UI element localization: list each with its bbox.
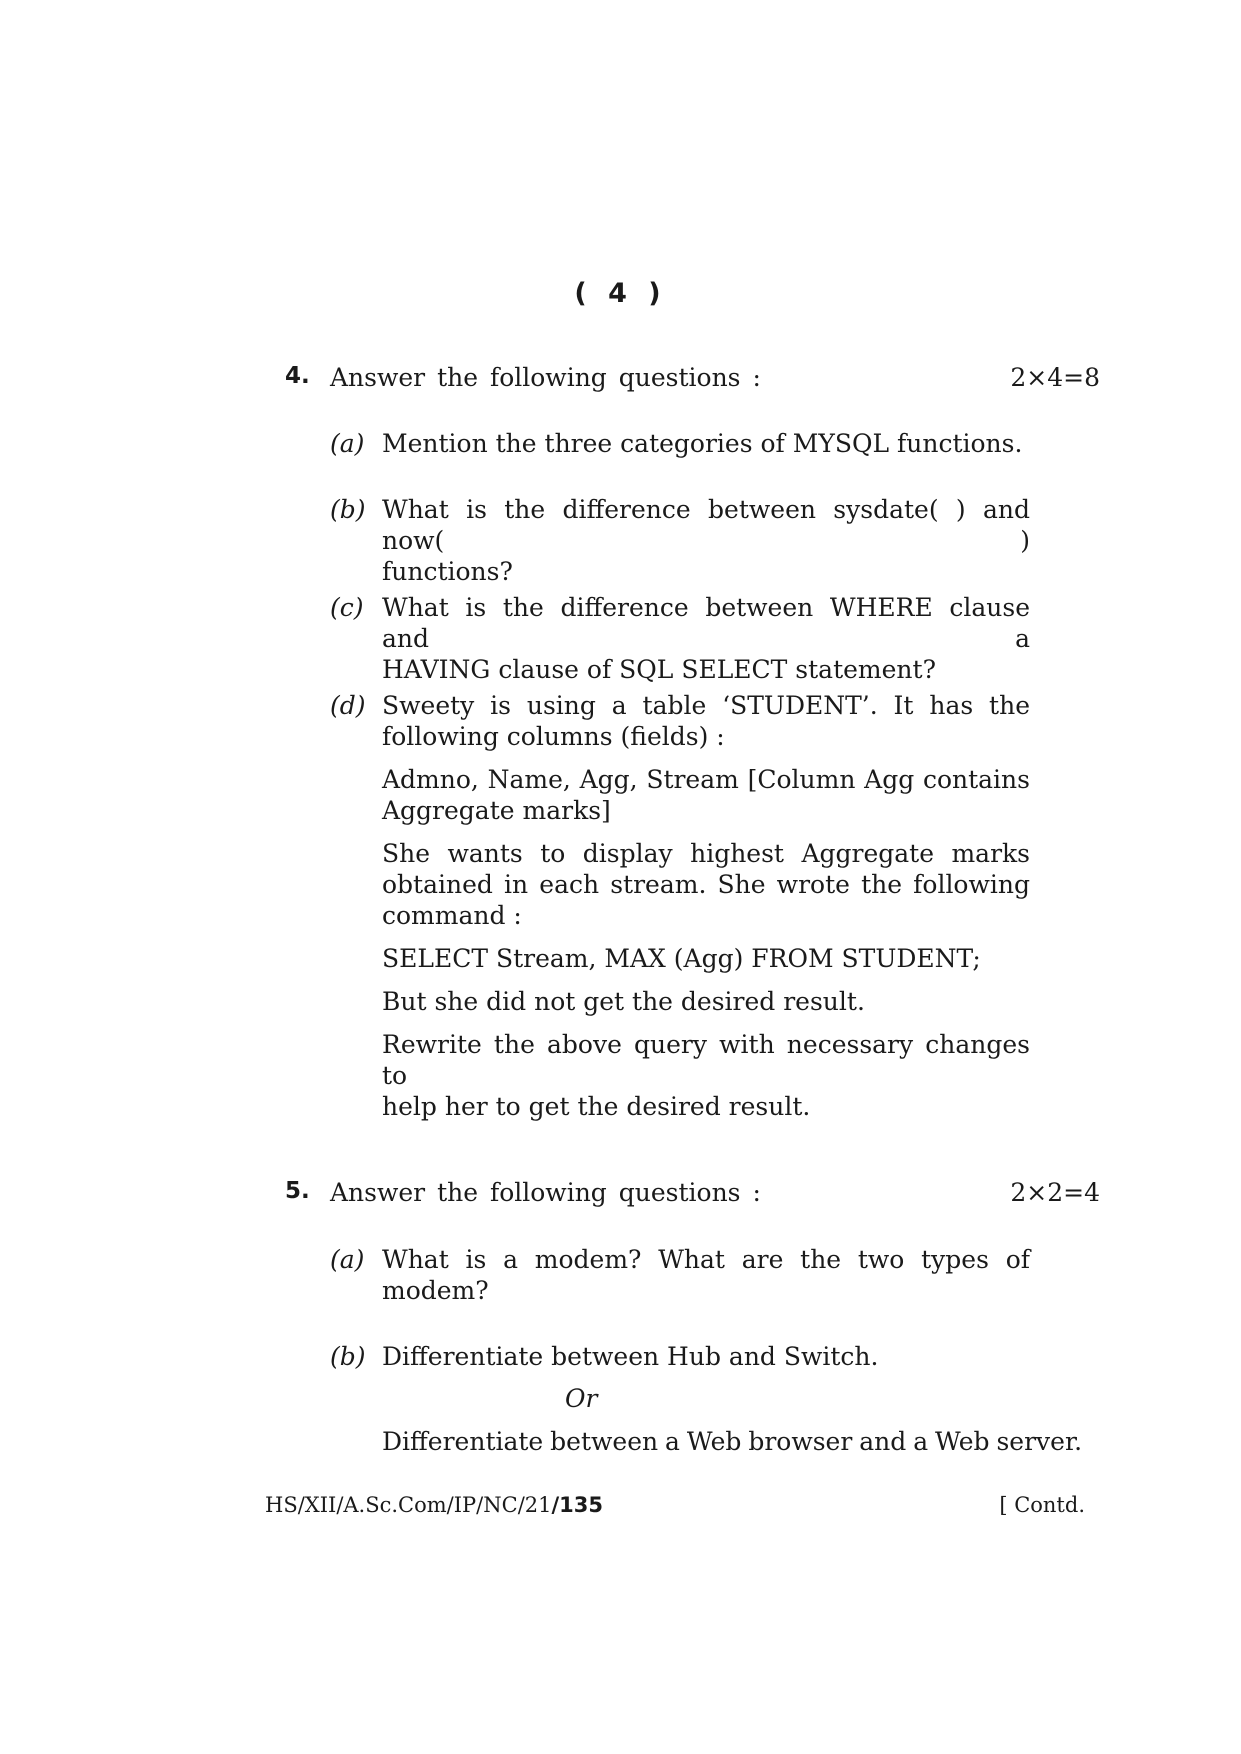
question-4d-line: But she did not get the desired result.: [382, 987, 865, 1016]
or-separator: Or: [565, 1384, 598, 1413]
question-5a-line: modem?: [382, 1276, 489, 1305]
question-4a-text: Mention the three categories of MYSQL functions.: [382, 429, 1023, 458]
question-4b-line: What is the difference between sysdate( ) and now( ): [382, 495, 1030, 555]
question-4-marks: 2×4=8: [1010, 363, 1100, 392]
question-4d-line: Admno, Name, Agg, Stream [Column Agg contains: [382, 765, 1030, 794]
question-5b-alternative: Differentiate between a Web browser and a Web server.: [382, 1427, 1083, 1456]
paper-code-number: /135: [551, 1493, 604, 1517]
continued-marker: [ Contd.: [999, 1493, 1085, 1517]
question-4d-sql-command: SELECT Stream, MAX (Agg) FROM STUDENT;: [382, 944, 981, 973]
question-4c-label: (c): [330, 593, 364, 622]
question-4d-line: Rewrite the above query with necessary changes to: [382, 1030, 1030, 1090]
paper-code: [265, 1493, 603, 1517]
question-4b-line: functions?: [382, 557, 513, 586]
question-4d-line: obtained in each stream. She wrote the following: [382, 870, 1030, 899]
question-4d-line: following columns (fields) :: [382, 722, 725, 751]
page-number: ( 4 ): [574, 278, 667, 309]
question-5-marks: 2×2=4: [1010, 1178, 1100, 1207]
question-4d-line: Sweety is using a table ‘STUDENT’. It has the: [382, 691, 1030, 720]
paper-code-text: HS/XII/A.Sc.Com/IP/NC/21: [265, 1493, 552, 1517]
question-5-text: Answer the following questions :: [330, 1178, 761, 1207]
question-4-text: Answer the following questions :: [330, 363, 761, 392]
question-4d-line: Aggregate marks]: [382, 796, 611, 825]
question-5a-line: What is a modem? What are the two types of: [382, 1245, 1030, 1274]
question-4a-label: (a): [330, 429, 365, 458]
question-4d-label: (d): [330, 691, 366, 720]
question-4b-label: (b): [330, 495, 366, 524]
question-5-number: 5.: [285, 1178, 310, 1204]
question-4d-line: command :: [382, 901, 522, 930]
question-4d-line: help her to get the desired result.: [382, 1092, 811, 1121]
question-4c-line: What is the difference between WHERE clause and a: [382, 593, 1030, 653]
question-4d-line: She wants to display highest Aggregate marks: [382, 839, 1030, 868]
question-4-number: 4.: [285, 363, 310, 389]
question-5a-label: (a): [330, 1245, 365, 1274]
question-4c-line: HAVING clause of SQL SELECT statement?: [382, 655, 936, 684]
question-5b-label: (b): [330, 1342, 366, 1371]
question-5b-text: Differentiate between Hub and Switch.: [382, 1342, 879, 1371]
